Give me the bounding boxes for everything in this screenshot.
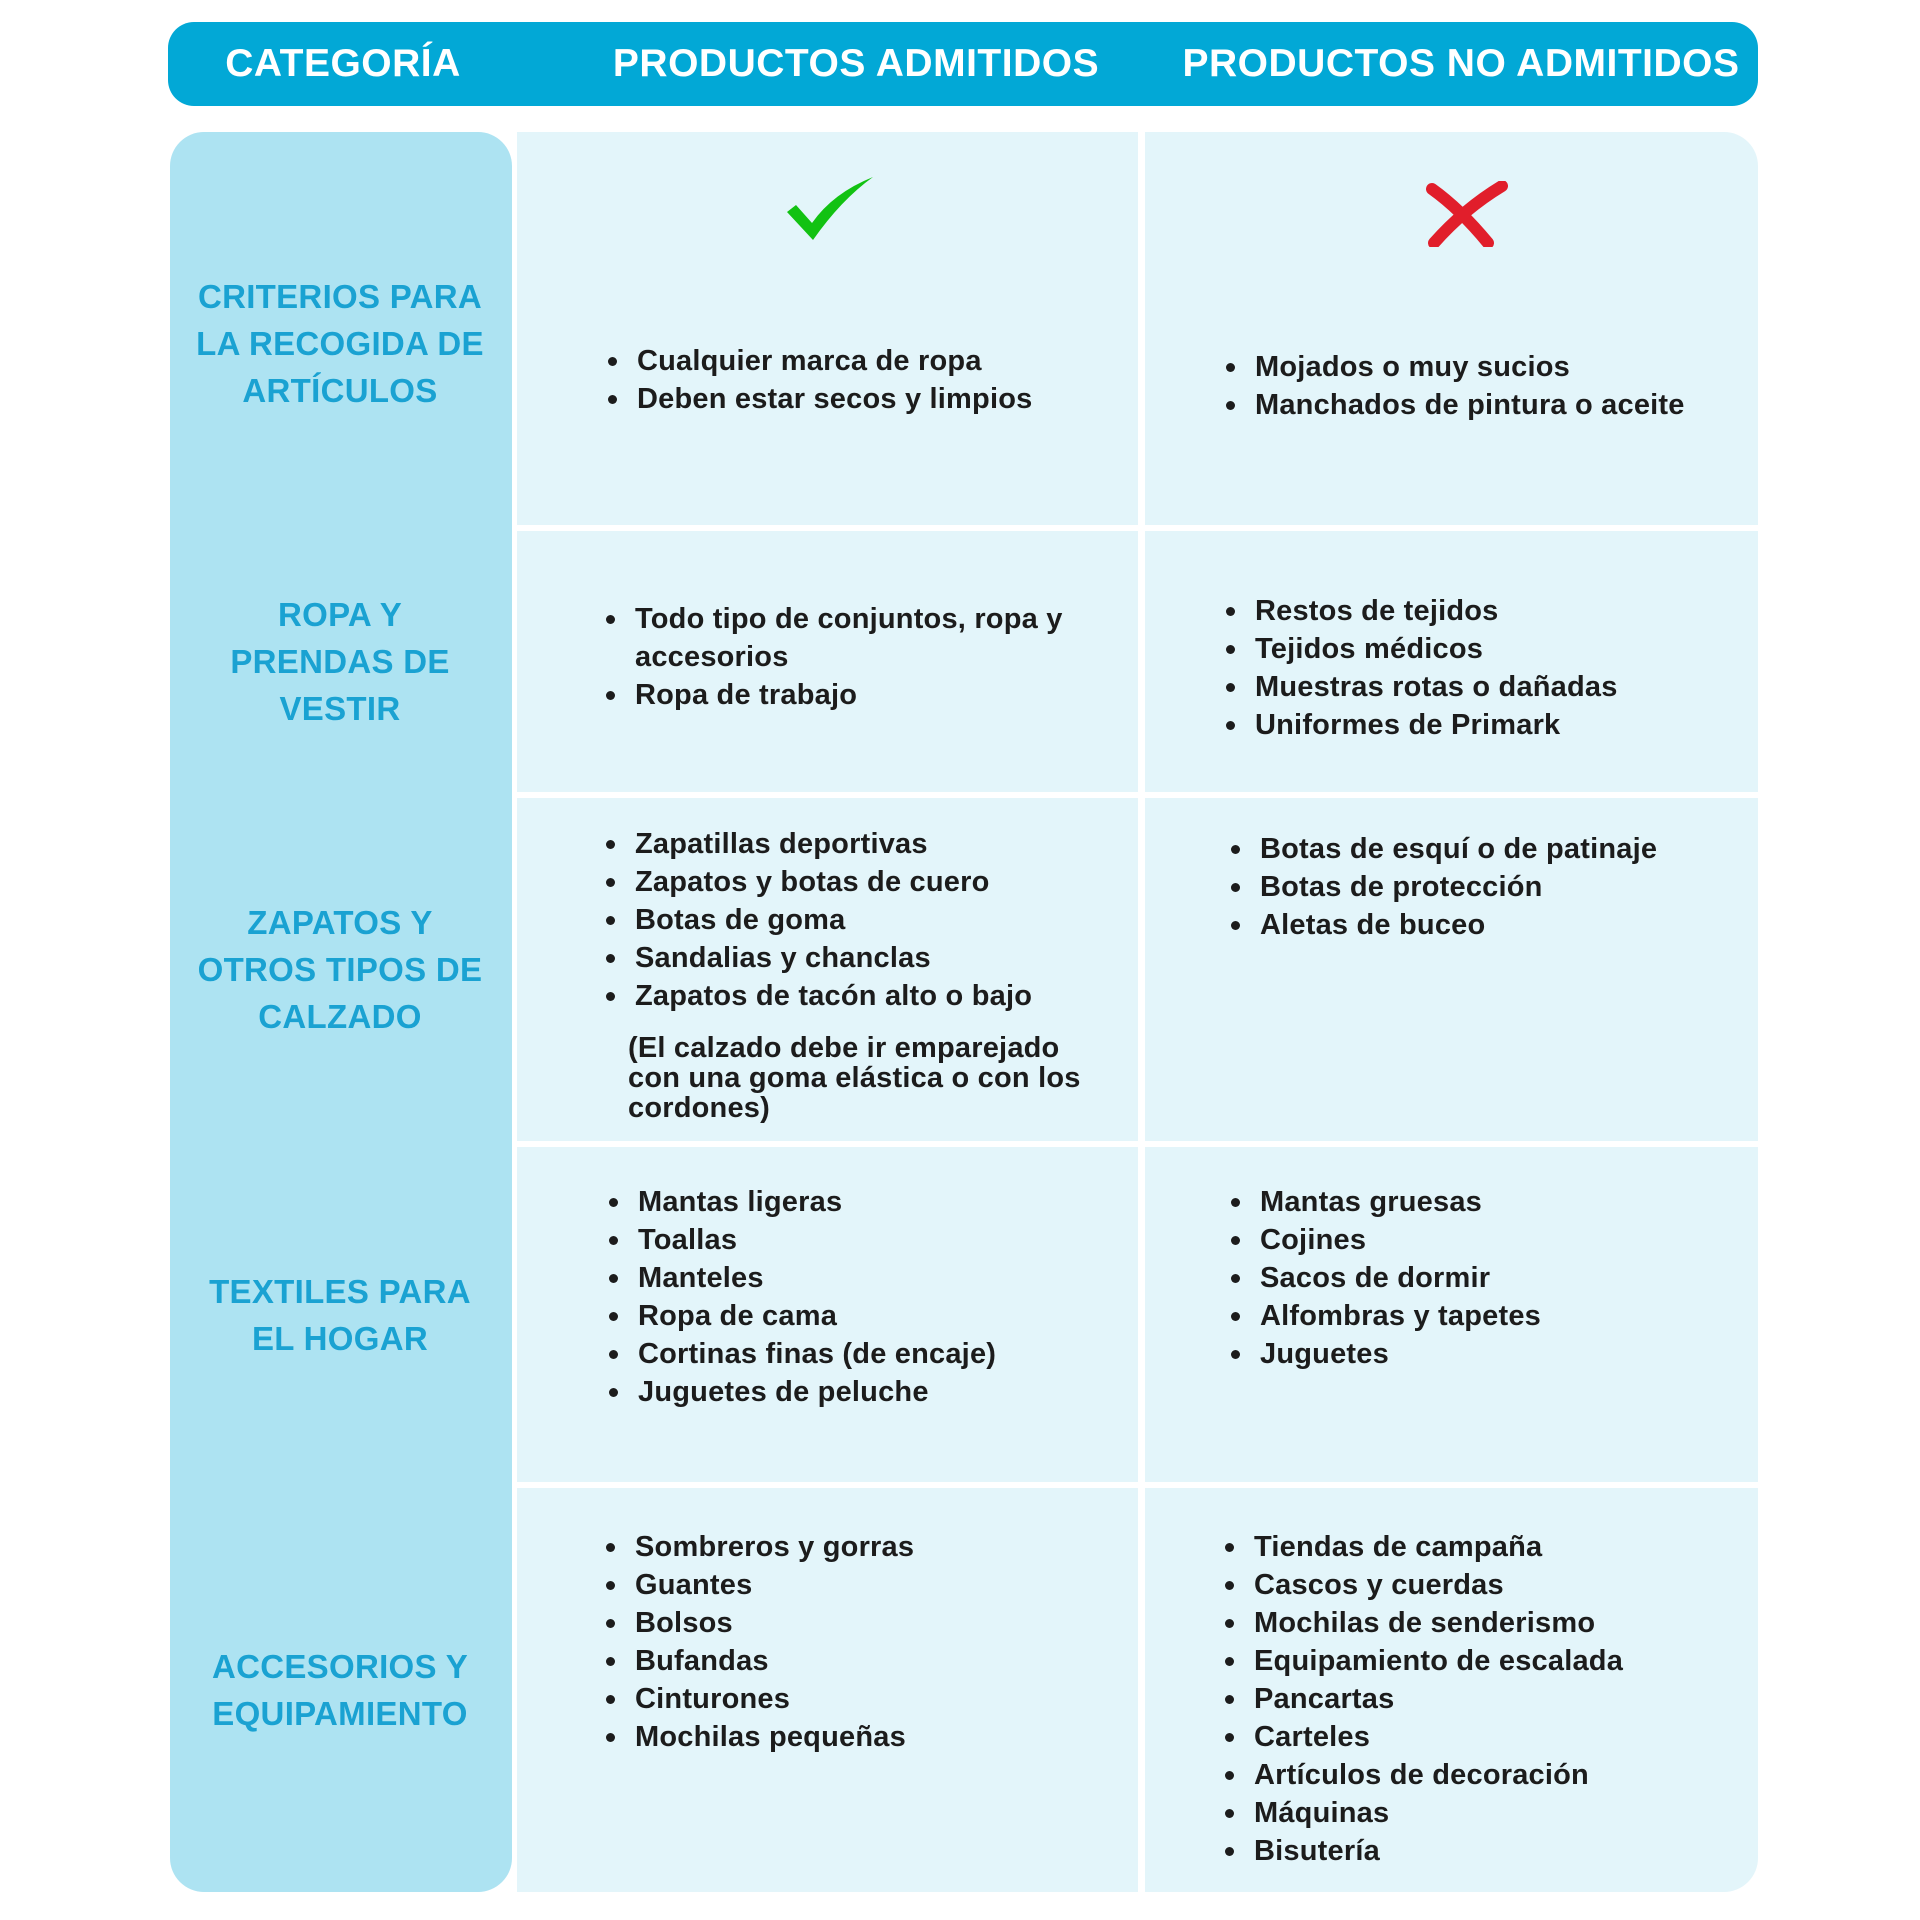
list-item: Mochilas de senderismo: [1254, 1604, 1623, 1642]
list-item: Guantes: [635, 1566, 914, 1604]
list-item: Máquinas: [1254, 1794, 1623, 1832]
table-row: [168, 132, 1758, 525]
list-item: Sombreros y gorras: [635, 1528, 914, 1566]
admitted-list: [601, 600, 1095, 714]
category-label: TEXTILES PARA EL HOGAR: [209, 1272, 471, 1357]
list-item: Todo tipo de conjuntos, ropa y accesorios: [635, 600, 1095, 676]
list-item: Botas de protección: [1260, 868, 1657, 906]
list-item: Alfombras y tapetes: [1260, 1297, 1541, 1335]
list-item: Zapatos y botas de cuero: [635, 863, 1032, 901]
list-item: Muestras rotas o dañadas: [1255, 668, 1618, 706]
table-row: [168, 1147, 1758, 1482]
list-item: Carteles: [1254, 1718, 1623, 1756]
admitted-cell: [517, 798, 1138, 1141]
list-item: Mojados o muy sucios: [1255, 348, 1685, 386]
not-admitted-cell: [1145, 1147, 1758, 1482]
list-item: Manteles: [638, 1259, 996, 1297]
list-item: Bufandas: [635, 1642, 914, 1680]
category-label: ZAPATOS Y OTROS TIPOS DE CALZADO: [197, 904, 483, 1035]
list-item: Ropa de cama: [638, 1297, 996, 1335]
list-item: Cortinas finas (de encaje): [638, 1335, 996, 1373]
list-item: Aletas de buceo: [1260, 906, 1657, 944]
header-category: CATEGORÍA: [225, 42, 461, 85]
list-item: Juguetes de peluche: [638, 1373, 996, 1411]
not-admitted-list: [1221, 348, 1685, 424]
list-item: Deben estar secos y limpios: [637, 380, 1032, 418]
category-label: ROPA Y PRENDAS DE VESTIR: [230, 596, 450, 727]
list-item: Ropa de trabajo: [635, 676, 1095, 714]
admitted-list: [601, 825, 1032, 1015]
list-item: Mochilas pequeñas: [635, 1718, 914, 1756]
not-admitted-cell: [1145, 1488, 1758, 1892]
not-admitted-cell: [1145, 531, 1758, 792]
admitted-list: [603, 342, 1032, 418]
list-item: Artículos de decoración: [1254, 1756, 1623, 1794]
list-item: Tejidos médicos: [1255, 630, 1618, 668]
list-item: Tiendas de campaña: [1254, 1528, 1623, 1566]
list-item: Mantas gruesas: [1260, 1183, 1541, 1221]
list-item: Botas de goma: [635, 901, 1032, 939]
not-admitted-list: [1226, 830, 1657, 944]
list-item: Toallas: [638, 1221, 996, 1259]
admitted-list: [604, 1183, 996, 1411]
list-item: Pancartas: [1254, 1680, 1623, 1718]
cross-icon: [1424, 181, 1508, 247]
list-item: Sacos de dormir: [1260, 1259, 1541, 1297]
list-item: Cualquier marca de ropa: [637, 342, 1032, 380]
header-admitted: PRODUCTOS ADMITIDOS: [612, 42, 1100, 85]
list-item: Manchados de pintura o aceite: [1255, 386, 1685, 424]
list-item: Botas de esquí o de patinaje: [1260, 830, 1657, 868]
list-item: Cinturones: [635, 1680, 914, 1718]
header-not-admitted: PRODUCTOS NO ADMITIDOS: [1182, 42, 1740, 85]
list-item: Cascos y cuerdas: [1254, 1566, 1623, 1604]
list-item: Bolsos: [635, 1604, 914, 1642]
list-item: Uniformes de Primark: [1255, 706, 1618, 744]
list-item: Mantas ligeras: [638, 1183, 996, 1221]
list-item: Sandalias y chanclas: [635, 939, 1032, 977]
not-admitted-list: [1221, 592, 1618, 744]
admitted-cell: [517, 1488, 1138, 1892]
admitted-cell: [517, 531, 1138, 792]
footwear-note: (El calzado debe ir emparejado con una goma elástica o con los cordones): [628, 1032, 1081, 1124]
admitted-list: [601, 1528, 914, 1756]
list-item: Cojines: [1260, 1221, 1541, 1259]
not-admitted-cell: [1145, 132, 1758, 525]
list-item: Equipamiento de escalada: [1254, 1642, 1623, 1680]
list-item: Zapatillas deportivas: [635, 825, 1032, 863]
not-admitted-list: [1226, 1183, 1541, 1373]
category-label: CRITERIOS PARA LA RECOGIDA DE ARTÍCULOS: [196, 278, 484, 409]
admitted-cell: [517, 132, 1138, 525]
not-admitted-cell: [1145, 798, 1758, 1141]
list-item: Zapatos de tacón alto o bajo: [635, 977, 1032, 1015]
table-row: [168, 531, 1758, 792]
table-row: [168, 1488, 1758, 1892]
products-table: [168, 132, 1758, 1892]
check-icon: [785, 176, 875, 242]
table-row: [168, 798, 1758, 1141]
category-label: ACCESORIOS Y EQUIPAMIENTO: [211, 1648, 469, 1732]
list-item: Restos de tejidos: [1255, 592, 1618, 630]
list-item: Bisutería: [1254, 1832, 1623, 1870]
not-admitted-list: [1220, 1528, 1623, 1870]
list-item: Juguetes: [1260, 1335, 1541, 1373]
table-header: [168, 22, 1758, 106]
admitted-cell: [517, 1147, 1138, 1482]
